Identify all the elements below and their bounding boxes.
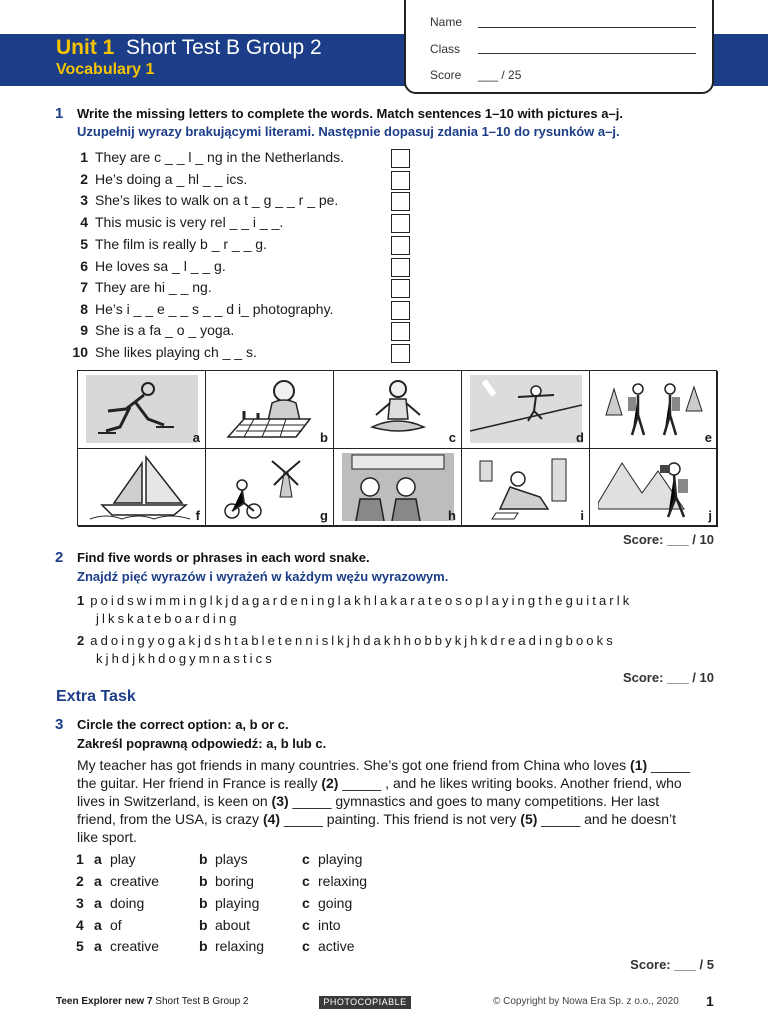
word-snake-2-cont: kjhdjkhdogymnastics	[96, 651, 275, 666]
class-label: Class	[430, 42, 461, 56]
answer-box-9[interactable]	[391, 322, 410, 341]
list-item: 4 This music is very rel _ _ i _ _.	[80, 214, 284, 230]
option-c[interactable]: going	[318, 895, 353, 911]
picture-d	[462, 371, 590, 449]
word-snake-2: 2 adoingyogakjdshtabletennislkjhdakhhobbykjhkdreadingbooks	[77, 633, 616, 648]
unit-label: Unit 1	[56, 36, 115, 59]
passage-line: lives in Switzerland, is keen on (3) _____ gymnastics and goes to many competitions. Her last	[77, 793, 660, 809]
picture-f	[78, 449, 206, 527]
list-item: 9 She is a fa _ o _ yoga.	[80, 322, 235, 338]
option-b[interactable]: boring	[215, 873, 254, 889]
task-2-number: 2	[55, 549, 64, 566]
task-2-instruction-pl: Znajdź pięć wyrazów i wyrażeń w każdym wężu wyrazowym.	[77, 569, 449, 584]
picture-h	[334, 449, 462, 527]
task-2-score: Score: ___ / 10	[622, 670, 714, 685]
option-a[interactable]: of	[110, 917, 122, 933]
picture-letter: d	[576, 430, 584, 445]
student-info-box	[404, 0, 714, 94]
word-snake-1-cont: jlkskateboarding	[96, 611, 240, 626]
name-field[interactable]	[478, 27, 696, 28]
option-c[interactable]: playing	[318, 851, 363, 867]
answer-box-1[interactable]	[391, 149, 410, 168]
option-b[interactable]: plays	[215, 851, 248, 867]
tightrope-walker-icon	[470, 375, 582, 443]
speed-skater-icon	[86, 375, 198, 443]
list-item: 5 The film is really b _ r _ _ g.	[80, 236, 267, 252]
list-item: 2 He’s doing a _ hl _ _ ics.	[80, 171, 248, 187]
picture-g	[206, 449, 334, 527]
picture-letter: j	[708, 508, 712, 523]
title-text: Short Test B Group 2	[126, 36, 322, 59]
cinema-audience-icon	[342, 453, 454, 521]
picture-c	[334, 371, 462, 449]
name-label: Name	[430, 15, 463, 29]
picture-letter: a	[192, 430, 200, 445]
picture-letter: i	[580, 508, 584, 523]
yoga-pose-icon	[342, 375, 454, 443]
answer-box-6[interactable]	[391, 258, 410, 277]
option-b[interactable]: playing	[215, 895, 260, 911]
photographer-icon	[598, 453, 710, 521]
word-snake-1: 1 poidswimminglkjdagardeninglakhlakarateosoplayingtheguitarlk	[77, 593, 633, 608]
list-item: 1 They are c _ _ l _ ng in the Netherlands.	[80, 149, 345, 165]
answer-box-8[interactable]	[391, 301, 410, 320]
picture-b	[206, 371, 334, 449]
picture-letter: f	[195, 508, 200, 523]
option-a[interactable]: doing	[110, 895, 145, 911]
picture-grid	[77, 370, 717, 526]
relaxing-music-icon	[470, 453, 582, 521]
list-item: 10 She likes playing ch _ _ s.	[72, 344, 257, 360]
option-b[interactable]: relaxing	[215, 938, 265, 954]
task-2-instruction: Find five words or phrases in each word snake.	[77, 550, 370, 565]
option-c[interactable]: relaxing	[318, 873, 368, 889]
option-c[interactable]: active	[318, 938, 355, 954]
picture-letter: e	[704, 430, 712, 445]
windmill-cyclists-icon	[214, 453, 326, 521]
option-a[interactable]: creative	[110, 938, 160, 954]
option-a[interactable]: play	[110, 851, 136, 867]
page-number: 1	[706, 993, 714, 1009]
list-item: 7 They are hi _ _ ng.	[80, 279, 212, 295]
passage-line: the guitar. Her friend in France is really (2) _____ , and he likes writing books. Another friend, who	[77, 775, 682, 791]
task-3-number: 3	[55, 716, 64, 733]
page-title	[56, 36, 322, 60]
picture-a	[78, 371, 206, 449]
task-1-score: Score: ___ / 10	[622, 532, 714, 547]
picture-letter: c	[448, 430, 456, 445]
task-1-instruction: Write the missing letters to complete the words. Match sentences 1–10 with pictures a–j.	[77, 106, 623, 121]
picture-j	[590, 449, 718, 527]
total-score: ___ / 25	[478, 68, 522, 82]
answer-box-10[interactable]	[391, 344, 410, 363]
task-3-score: Score: ___ / 5	[630, 957, 714, 972]
answer-box-4[interactable]	[391, 214, 410, 233]
option-c[interactable]: into	[318, 917, 341, 933]
task-1-number: 1	[55, 105, 64, 122]
passage-line: My teacher has got friends in many countries. She’s got one friend from China who loves (1) _____	[77, 757, 690, 773]
passage-line: like sport.	[77, 829, 137, 845]
list-item: 8 He’s i _ _ e _ _ s _ _ d i_ photography.	[80, 301, 334, 317]
option-b[interactable]: about	[215, 917, 251, 933]
answer-box-7[interactable]	[391, 279, 410, 298]
footer-series: Teen Explorer new 7 Short Test B Group 2	[56, 996, 249, 1007]
chess-player-icon	[214, 375, 326, 443]
class-field[interactable]	[478, 53, 696, 54]
score-label: Score	[430, 68, 462, 82]
copyright: © Copyright by Nowa Era Sp. z o.o., 2020	[493, 996, 679, 1007]
extra-task-heading: Extra Task	[56, 688, 136, 705]
list-item: 3 She’s likes to walk on a t _ g _ _ r _ pe.	[80, 192, 339, 208]
answer-box-5[interactable]	[391, 236, 410, 255]
hikers-icon	[598, 375, 710, 443]
list-item: 6 He loves sa _ l _ _ g.	[80, 258, 226, 274]
option-a[interactable]: creative	[110, 873, 160, 889]
task-3-instruction-pl: Zakreśl poprawną odpowiedź: a, b lub c.	[77, 736, 327, 751]
picture-letter: g	[320, 508, 328, 523]
sailboat-icon	[86, 453, 198, 521]
picture-e	[590, 371, 718, 449]
task-1-instruction-pl: Uzupełnij wyrazy brakującymi literami. Następnie dopasuj zdania 1–10 do rysunków a–j.	[77, 124, 620, 139]
answer-box-3[interactable]	[391, 192, 410, 211]
passage-line: friend, from the USA, is crazy (4) _____ painting. This friend is not very (5) _____ and he doesn’t	[77, 811, 676, 827]
picture-letter: h	[448, 508, 456, 523]
photocopiable-badge: PHOTOCOPIABLE	[319, 996, 411, 1009]
answer-box-2[interactable]	[391, 171, 410, 190]
task-3-instruction: Circle the correct option: a, b or c.	[77, 717, 289, 732]
page-subtitle: Vocabulary 1	[56, 61, 155, 78]
picture-i	[462, 449, 590, 527]
picture-letter: b	[320, 430, 328, 445]
